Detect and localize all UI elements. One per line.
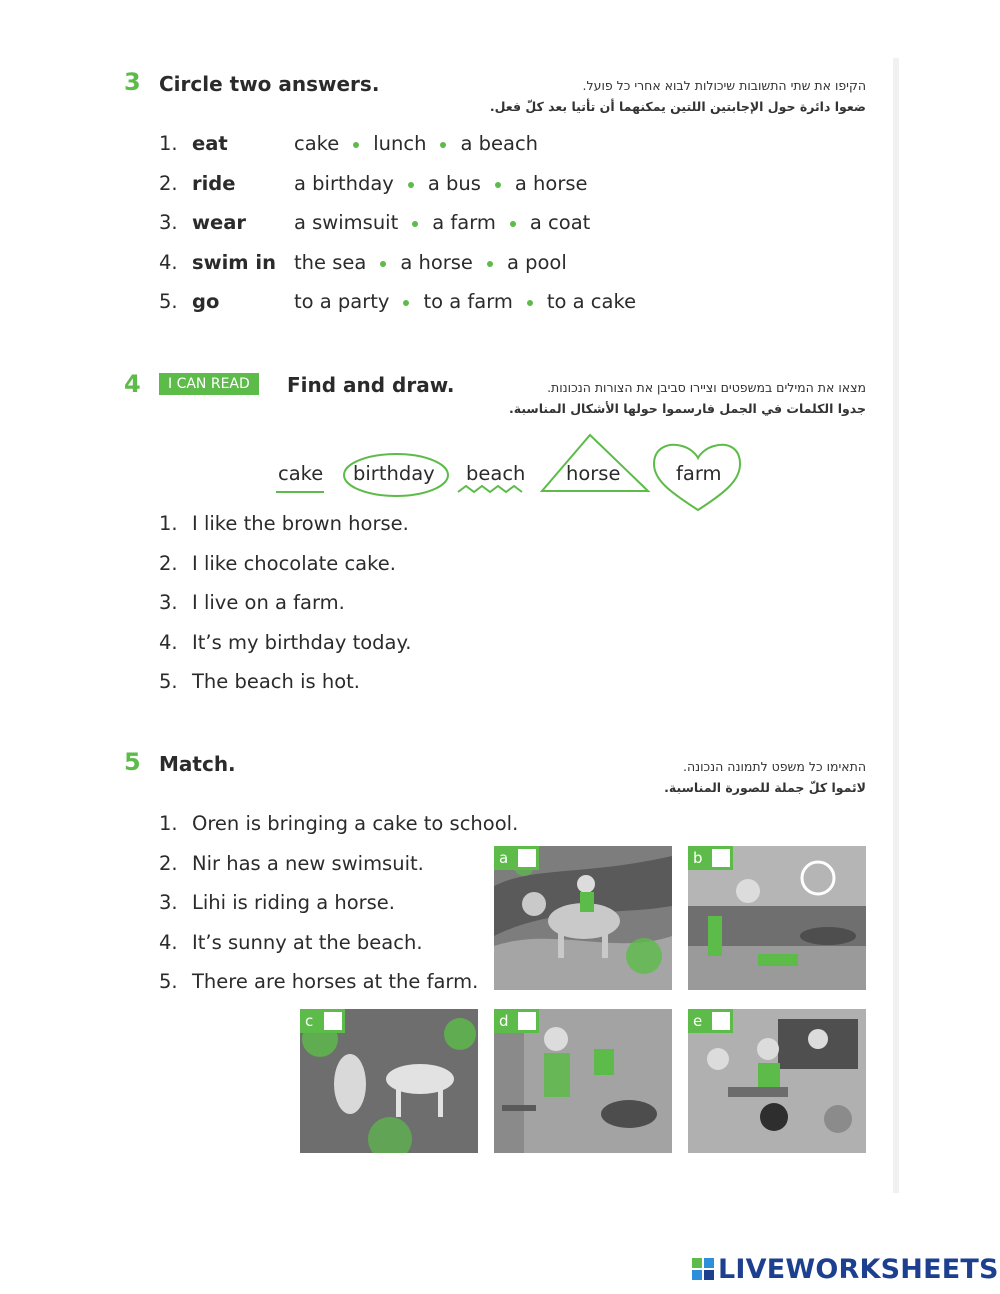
ex4-sentence-number: 4. xyxy=(159,631,178,654)
answer-option[interactable]: a swimsuit xyxy=(294,211,399,234)
ex3-number: 3 xyxy=(124,68,141,96)
ex4-hebrew-instruction: מצאו את המילים במשפטים וציירו סביבן את הצורות הנכונות. xyxy=(547,380,866,395)
ex3-item-options xyxy=(294,210,590,236)
ex4-sentence xyxy=(159,590,345,616)
logo-text: LIVEWORKSHEETS xyxy=(718,1254,999,1285)
shape-word-farm: farm xyxy=(676,462,722,485)
answer-option[interactable]: lunch xyxy=(373,132,427,155)
ex3-item-options xyxy=(294,250,567,276)
ex4-number: 4 xyxy=(124,370,141,398)
answer-option[interactable]: cake xyxy=(294,132,340,155)
ex4-sentence-text[interactable]: I like the brown horse. xyxy=(192,512,409,535)
bullet-dot xyxy=(380,261,386,267)
shape-word-beach: beach xyxy=(466,462,526,485)
ex5-sentence-text: It’s sunny at the beach. xyxy=(192,931,423,954)
shape-word-horse: horse xyxy=(566,462,621,485)
answer-option[interactable]: to a cake xyxy=(546,290,637,313)
picture-c-answer-box[interactable] xyxy=(324,1012,342,1030)
ex5-number: 5 xyxy=(124,748,141,776)
bullet-dot xyxy=(495,182,501,188)
ex3-item-options xyxy=(294,171,588,197)
bullet-dot xyxy=(487,261,493,267)
picture-b-answer-box[interactable] xyxy=(712,849,730,867)
ex3-item-verb: go xyxy=(192,290,220,313)
ex4-sentence-text[interactable]: I like chocolate cake. xyxy=(192,552,396,575)
ex5-sentence-number: 2. xyxy=(159,852,178,875)
ex5-sentence-number: 3. xyxy=(159,891,178,914)
answer-option[interactable]: a birthday xyxy=(294,172,394,195)
ex3-item-verb: wear xyxy=(192,211,247,234)
picture-a-answer-box[interactable] xyxy=(518,849,536,867)
ex4-title: Find and draw. xyxy=(287,373,455,397)
bullet-dot xyxy=(412,221,418,227)
ex4-sentence xyxy=(159,511,409,537)
bullet-dot xyxy=(440,142,446,148)
picture-b-tag xyxy=(688,846,733,870)
ex3-hebrew-instruction: הקיפו את שתי התשובות שיכולות לבוא אחרי כל פועל. xyxy=(582,78,866,93)
picture-d xyxy=(494,1009,672,1153)
ex3-item-number: 2. xyxy=(159,172,178,195)
ex5-sentence-number: 5. xyxy=(159,970,178,993)
ex5-sentence xyxy=(159,969,478,995)
ex4-sentence-number: 3. xyxy=(159,591,178,614)
picture-c-tag xyxy=(300,1009,345,1033)
ex3-item-verb: ride xyxy=(192,172,236,195)
picture-c-letter: c xyxy=(305,1012,314,1030)
answer-option[interactable]: a farm xyxy=(432,211,496,234)
picture-d-answer-box[interactable] xyxy=(518,1012,536,1030)
picture-d-tag xyxy=(494,1009,539,1033)
page-edge xyxy=(893,58,899,1193)
ex5-sentence xyxy=(159,851,424,877)
ex3-item-number: 1. xyxy=(159,132,178,155)
ex3-item-options xyxy=(294,131,538,157)
ex5-sentence-text: Oren is bringing a cake to school. xyxy=(192,812,519,835)
ex5-sentence-text: Nir has a new swimsuit. xyxy=(192,852,424,875)
answer-option[interactable]: the sea xyxy=(294,251,367,274)
picture-e-answer-box[interactable] xyxy=(712,1012,730,1030)
ex4-sentence xyxy=(159,630,411,656)
picture-a-letter: a xyxy=(499,849,509,867)
picture-a-tag xyxy=(494,846,539,870)
ex4-sentence-text[interactable]: The beach is hot. xyxy=(192,670,360,693)
answer-option[interactable]: to a farm xyxy=(423,290,513,313)
answer-option[interactable]: a coat xyxy=(529,211,591,234)
bullet-dot xyxy=(353,142,359,148)
ex5-sentence xyxy=(159,811,518,837)
ex4-sentence-number: 2. xyxy=(159,552,178,575)
bullet-dot xyxy=(403,300,409,306)
picture-e-tag xyxy=(688,1009,733,1033)
picture-b xyxy=(688,846,866,990)
bullet-dot xyxy=(510,221,516,227)
answer-option[interactable]: a beach xyxy=(460,132,539,155)
answer-option[interactable]: a horse xyxy=(514,172,588,195)
picture-e-letter: e xyxy=(693,1012,703,1030)
answer-option[interactable]: a bus xyxy=(427,172,481,195)
answer-option[interactable]: to a party xyxy=(294,290,390,313)
ex5-sentence xyxy=(159,890,395,916)
picture-b-letter: b xyxy=(693,849,703,867)
ex4-sentence-text[interactable]: I live on a farm. xyxy=(192,591,345,614)
bullet-dot xyxy=(408,182,414,188)
ex5-sentence xyxy=(159,930,423,956)
picture-d-letter: d xyxy=(499,1012,509,1030)
answer-option[interactable]: a pool xyxy=(506,251,567,274)
ex3-arabic-instruction: ضعوا دائرة حول الإجابتين اللتين يمكنهما أن تأتيا بعد كلّ فعل. xyxy=(489,99,866,114)
ex5-arabic-instruction: لائموا كلّ جملة للصورة المناسبة. xyxy=(664,780,866,795)
ex4-arabic-instruction: جدوا الكلمات في الجمل فارسموا حولها الأشكال المناسبة. xyxy=(508,401,866,416)
ex5-sentence-text: There are horses at the farm. xyxy=(192,970,479,993)
picture-a xyxy=(494,846,672,990)
ex3-title: Circle two answers. xyxy=(159,72,380,96)
ex4-sentence-number: 1. xyxy=(159,512,178,535)
ex5-sentence-number: 1. xyxy=(159,812,178,835)
shape-word-birthday: birthday xyxy=(353,462,435,485)
ex3-item-options xyxy=(294,289,636,315)
ex3-item-number: 3. xyxy=(159,211,178,234)
liveworksheets-logo[interactable] xyxy=(692,1254,999,1285)
ex5-sentence-number: 4. xyxy=(159,931,178,954)
ex4-sentence-number: 5. xyxy=(159,670,178,693)
i-can-read-badge xyxy=(159,373,259,395)
badge-label: I CAN READ xyxy=(159,373,259,395)
ex3-item-number: 5. xyxy=(159,290,178,313)
ex5-hebrew-instruction: התאימו כל משפט לתמונה הנכונה. xyxy=(682,759,866,774)
ex4-sentence xyxy=(159,551,396,577)
picture-e xyxy=(688,1009,866,1153)
picture-c xyxy=(300,1009,478,1153)
logo-grid-icon xyxy=(692,1258,714,1280)
ex3-item-number: 4. xyxy=(159,251,178,274)
ex3-item-verb: eat xyxy=(192,132,228,155)
bullet-dot xyxy=(527,300,533,306)
ex5-sentence-text: Lihi is riding a horse. xyxy=(192,891,396,914)
ex4-sentence xyxy=(159,669,360,695)
answer-option[interactable]: a horse xyxy=(400,251,473,274)
ex3-item-verb: swim in xyxy=(192,251,276,274)
ex4-sentence-text[interactable]: It’s my birthday today. xyxy=(192,631,412,654)
shape-word-cake: cake xyxy=(278,462,324,485)
ex5-title: Match. xyxy=(159,752,236,776)
